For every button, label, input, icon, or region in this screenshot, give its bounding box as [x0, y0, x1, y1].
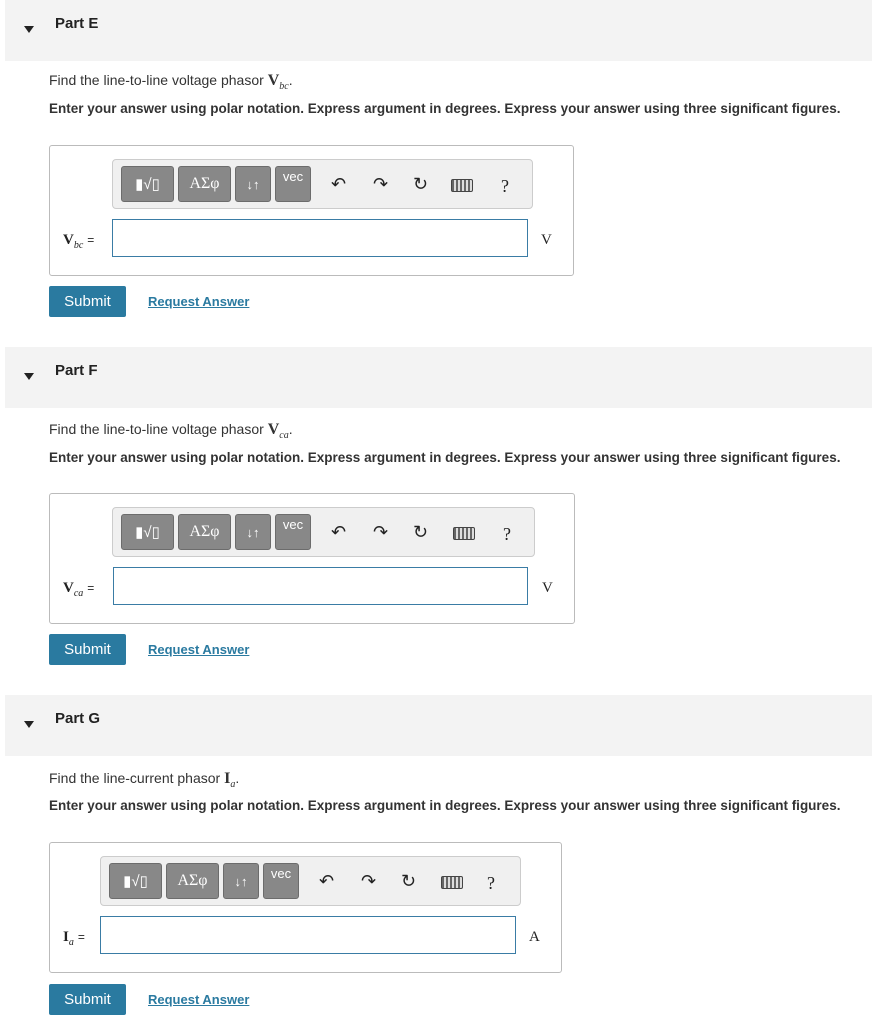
greek-letters-icon: ΑΣφ [189, 523, 220, 540]
subscript-superscript-icon: ↓↑ [234, 873, 248, 889]
submit-button[interactable]: Submit [49, 984, 126, 1015]
vector-button[interactable] [263, 863, 299, 899]
question-prefix: Find the line-current phasor [49, 770, 225, 786]
greek-letters-button[interactable] [166, 863, 219, 899]
instructions: Enter your answer using polar notation. Express argument in degrees. Express your answer using three significant figures. [49, 798, 841, 813]
keyboard-icon[interactable] [441, 876, 463, 889]
vector-icon: vec [282, 169, 304, 184]
question-text [49, 72, 293, 92]
question-subscript: bc [279, 80, 289, 92]
templates-icon: ▮√▯ [135, 176, 160, 193]
request-answer-link[interactable]: Request Answer [148, 642, 250, 657]
subscript-superscript-button[interactable] [223, 863, 259, 899]
caret-down-icon[interactable] [24, 26, 34, 33]
question-symbol: I [224, 770, 231, 787]
question-prefix: Find the line-to-line voltage phasor [49, 72, 268, 88]
unit-label: A [529, 929, 540, 945]
redo-icon[interactable]: ↷ [373, 522, 389, 542]
templates-icon: ▮√▯ [135, 524, 160, 541]
reset-icon[interactable]: ↻ [413, 522, 429, 542]
redo-icon[interactable]: ↷ [373, 174, 389, 194]
undo-icon[interactable]: ↶ [319, 871, 335, 891]
math-toolbar [112, 159, 533, 209]
math-toolbar [100, 856, 521, 906]
question-suffix: . [235, 770, 240, 786]
instructions: Enter your answer using polar notation. Express argument in degrees. Express your answer using three significant figures. [49, 450, 841, 465]
caret-down-icon[interactable] [24, 721, 34, 728]
greek-letters-button[interactable] [178, 166, 231, 202]
answer-label [63, 232, 94, 251]
undo-icon[interactable]: ↶ [331, 174, 347, 194]
equals-sign: = [87, 233, 95, 247]
keyboard-icon[interactable] [453, 527, 475, 540]
undo-icon[interactable]: ↶ [331, 522, 347, 542]
greek-letters-button[interactable] [178, 514, 231, 550]
help-icon[interactable]: ? [501, 176, 509, 196]
submit-button[interactable]: Submit [49, 286, 126, 317]
answer-input[interactable] [113, 567, 528, 605]
part-title: Part E [55, 15, 99, 32]
submit-button[interactable]: Submit [49, 634, 126, 665]
question-symbol: V [267, 421, 280, 438]
answer-box [49, 842, 562, 973]
answer-label-subscript: bc [73, 240, 84, 251]
instructions: Enter your answer using polar notation. Express argument in degrees. Express your answer using three significant figures. [49, 101, 841, 116]
subscript-superscript-icon: ↓↑ [246, 176, 260, 192]
part-g-header[interactable] [5, 695, 872, 756]
reset-icon[interactable]: ↻ [413, 174, 429, 194]
math-toolbar [112, 507, 535, 557]
keyboard-icon[interactable] [451, 179, 473, 192]
part-e-header[interactable] [5, 0, 872, 61]
answer-label-symbol: V [63, 232, 74, 248]
vector-button[interactable] [275, 166, 311, 202]
answer-box [49, 145, 574, 276]
caret-down-icon[interactable] [24, 373, 34, 380]
equals-sign: = [87, 581, 95, 595]
subscript-superscript-button[interactable] [235, 514, 271, 550]
templates-button[interactable] [121, 166, 174, 202]
help-icon[interactable]: ? [503, 524, 511, 544]
greek-letters-icon: ΑΣφ [189, 175, 220, 192]
part-f-header[interactable] [5, 347, 872, 408]
reset-icon[interactable]: ↻ [401, 871, 417, 891]
part-title: Part F [55, 362, 98, 379]
question-symbol: V [267, 72, 280, 89]
answer-label-subscript: ca [73, 588, 84, 599]
vector-icon: vec [270, 866, 292, 881]
templates-icon: ▮√▯ [123, 873, 148, 890]
answer-input[interactable] [100, 916, 516, 954]
answer-label-symbol: I [63, 929, 69, 945]
request-answer-link[interactable]: Request Answer [148, 992, 250, 1007]
question-text [49, 421, 293, 441]
question-suffix: . [288, 72, 293, 88]
vector-button[interactable] [275, 514, 311, 550]
templates-button[interactable] [109, 863, 162, 899]
question-prefix: Find the line-to-line voltage phasor [49, 421, 268, 437]
templates-button[interactable] [121, 514, 174, 550]
equals-sign: = [77, 930, 85, 944]
answer-label [63, 580, 94, 599]
vector-icon: vec [282, 517, 304, 532]
unit-label: V [541, 232, 552, 248]
part-title: Part G [55, 710, 101, 727]
question-text [49, 770, 239, 790]
answer-label-symbol: V [63, 580, 74, 596]
greek-letters-icon: ΑΣφ [177, 872, 208, 889]
help-icon[interactable]: ? [487, 873, 495, 893]
answer-box [49, 493, 575, 624]
answer-label-subscript: a [68, 937, 74, 948]
subscript-superscript-button[interactable] [235, 166, 271, 202]
unit-label: V [542, 580, 553, 596]
answer-input[interactable] [112, 219, 528, 257]
question-subscript: a [230, 778, 236, 790]
redo-icon[interactable]: ↷ [361, 871, 377, 891]
question-subscript: ca [279, 429, 289, 441]
answer-label [63, 929, 85, 948]
subscript-superscript-icon: ↓↑ [246, 524, 260, 540]
request-answer-link[interactable]: Request Answer [148, 294, 250, 309]
question-suffix: . [288, 421, 293, 437]
